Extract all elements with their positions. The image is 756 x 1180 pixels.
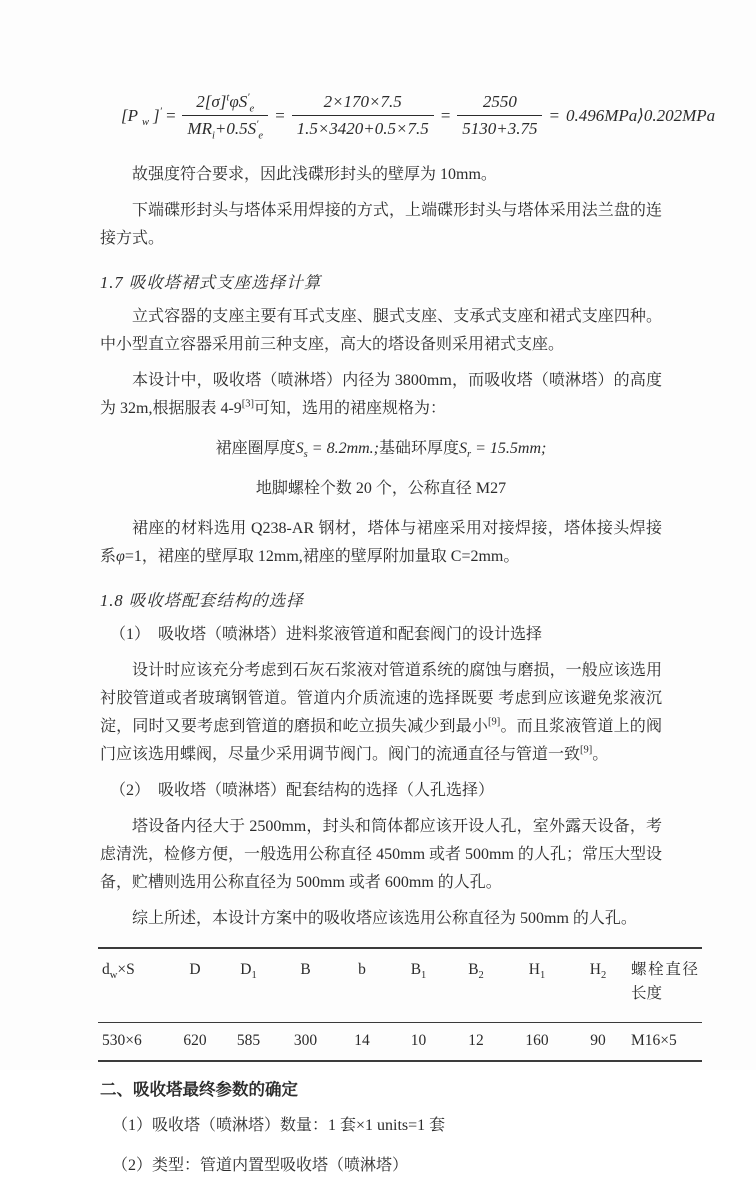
equals-sign: = (548, 105, 560, 125)
col-header-d1 (220, 948, 277, 1023)
fraction-denominator (182, 116, 268, 142)
formula-piece: φS (229, 92, 248, 111)
formula-variable: S (295, 440, 304, 457)
cell-bolt-size: M16×5 (631, 1032, 677, 1049)
para-skirt-material (100, 515, 662, 571)
para-manhole-sizing: 塔设备内径大于 2500mm，封头和筒体都应该开设人孔，室外露天设备，考虑清洗，检修方便，一般选用公称直径 450mm 或者 500mm 的人孔；常压大型设备，贮槽则选用公称直径为 500mm 或者 600mm 的人孔。 (100, 818, 662, 891)
phi-symbol: φ (116, 548, 125, 565)
formula-piece: [P (121, 105, 138, 125)
final-param-type: （2）类型：管道内置型吸收塔（喷淋塔） (112, 1157, 409, 1174)
cell-b-cap: 300 (293, 1032, 318, 1049)
citation-ref: [3] (241, 398, 255, 410)
col-header-b2 (447, 948, 505, 1023)
header-text: D (189, 961, 201, 978)
formula-subscript: r (467, 449, 472, 461)
formula-subscript: w (142, 116, 150, 128)
equals-sign: = (439, 105, 452, 125)
anchor-bolt-line: 地脚螺栓个数 20 个，公称直径 M27 (255, 480, 507, 497)
formula-subscript: s (303, 449, 308, 461)
formula-subscript: i (211, 130, 215, 142)
header-subscript: w (109, 970, 118, 982)
col-header-b (334, 948, 390, 1023)
para-text: 可知，选用的裙座规格为： (254, 400, 447, 417)
para-text: 。而且浆液管道上的阀门应该选用蝶阀，尽量少采用调节阀门。阀门的流通直径与管道一致 (100, 718, 662, 763)
citation-ref: [9] (488, 716, 501, 728)
formula-value: = 8.2mm.; (311, 440, 379, 457)
para-summary: 综上所述，本设计方案中的吸收塔应该选用公称直径为 500mm 的人孔。 (132, 910, 637, 927)
formula-lhs (121, 106, 162, 126)
col-header-bolt-size (627, 948, 702, 1023)
header-text: B (300, 961, 311, 978)
cell-h1: 160 (525, 1032, 549, 1049)
citation-ref: [9] (580, 744, 593, 756)
formula-prime: ′ (247, 92, 250, 104)
header-subscript: 1 (421, 970, 427, 982)
equals-sign: = (164, 105, 177, 125)
fraction-denominator: 1.5×3420+0.5×7.5 (296, 119, 429, 138)
header-text: B (410, 961, 422, 978)
header-text: 螺栓直径长度 (631, 961, 698, 1002)
header-subscript: 2 (478, 970, 484, 982)
heading-section-1-7: 1.7 吸收塔裙式支座选择计算 (100, 273, 322, 292)
list-item-pipe-selection: （1） 吸收塔（喷淋塔）进料浆液管道和配套阀门的设计选择 (110, 626, 543, 643)
formula-subscript: e (258, 130, 264, 142)
cell-b: 14 (354, 1032, 370, 1049)
para-text: 本设计中，吸收塔（喷淋塔）内径为 3800mm，而吸收塔（喷淋塔）的高度为 32m,根据服表 4-9 (100, 372, 662, 417)
cell-b1: 10 (410, 1032, 427, 1049)
para-support-types: 立式容器的支座主要有耳式支座、腿式支座、支承式支座和裙式支座四种。中小型直立容器采用前三种支座，高大的塔设备则采用裙式支座。 (100, 308, 662, 353)
skirt-thickness-formula (100, 435, 662, 463)
formula-label: 裙座圈厚度 (215, 440, 296, 457)
heading-section-2: 二、吸收塔最终参数的确定 (100, 1081, 298, 1099)
formula-result: 0.496MPa⟩0.202MPa (565, 105, 716, 125)
header-text: d (102, 961, 110, 978)
numeric-fraction-1 (292, 92, 434, 139)
symbolic-fraction (182, 92, 268, 142)
formula-variable: S (459, 440, 468, 457)
formula-piece: ] (153, 105, 160, 125)
para-strength-conclusion: 故强度符合要求，因此浅碟形封头的壁厚为 10mm。 (132, 166, 497, 183)
col-header-h2 (569, 948, 627, 1023)
header-text: H (528, 961, 540, 978)
header-text: D (240, 961, 252, 978)
final-param-quantity: （1）吸收塔（喷淋塔）数量：1 套×1 units=1 套 (112, 1117, 446, 1134)
para-skirt-selection (100, 367, 662, 423)
formula-subscript: e (249, 103, 255, 115)
list-item-manhole-selection: （2） 吸收塔（喷淋塔）配套结构的选择（人孔选择） (110, 782, 495, 799)
para-text: 设计时应该充分考虑到石灰石浆液对管道系统的腐蚀与磨损，一般应该选用衬胶管道或者玻璃钢管道。管道内介质流速的选择既要 考虑到应该避免浆液沉淀，同时又要考虑到管道的磨损和屹立损失减少到最小 (100, 662, 662, 735)
table-data-row (98, 1023, 702, 1062)
fraction-numerator (182, 92, 268, 116)
formula-superscript: t (226, 92, 230, 104)
header-text: H (589, 961, 601, 978)
para-text: =1，裙座的壁厚取 12mm,裙座的壁厚附加量取 C=2mm。 (124, 548, 520, 565)
allowable-pressure-formula (118, 92, 716, 142)
formula-value: = 15.5mm; (475, 440, 547, 457)
para-text: 裙座的材料选用 Q238-AR 钢材，塔体与裙座采用对接焊接，塔体接头焊接系 (100, 520, 662, 565)
cell-h2: 90 (590, 1032, 606, 1049)
formula-prime: ′ (159, 105, 162, 117)
cell-d1: 585 (236, 1032, 261, 1049)
manhole-spec-table (98, 947, 702, 1062)
header-subscript: 1 (539, 970, 546, 982)
header-text: B (468, 961, 479, 978)
equals-sign: = (274, 105, 286, 125)
formula-label: 基础环厚度 (379, 440, 460, 457)
formula-piece: 2[σ] (196, 92, 227, 111)
formula-prime: ′ (256, 119, 259, 131)
fraction-numerator: 2550 (457, 92, 542, 116)
header-text: ×S (117, 961, 135, 978)
col-header-h1 (505, 948, 569, 1023)
cell-d: 620 (183, 1032, 207, 1049)
para-pipe-design (100, 657, 662, 769)
formula-piece: MR (187, 119, 212, 138)
fraction-denominator: 5130+3.75 (462, 119, 538, 138)
col-header-dw-s (98, 948, 170, 1023)
cell-dw-s: 530×6 (102, 1032, 142, 1049)
header-subscript: 1 (251, 970, 257, 982)
cell-b2: 12 (468, 1032, 484, 1049)
header-subscript: 2 (600, 970, 607, 982)
header-text: b (358, 961, 366, 978)
heading-section-1-8: 1.8 吸收塔配套结构的选择 (100, 591, 304, 610)
table-header-row (98, 948, 702, 1023)
col-header-b1 (390, 948, 447, 1023)
para-head-welding: 下端碟形封头与塔体采用焊接的方式，上端碟形封头与塔体采用法兰盘的连接方式。 (100, 202, 662, 247)
fraction-numerator: 2×170×7.5 (292, 92, 434, 116)
col-header-b-cap (277, 948, 334, 1023)
col-header-d (170, 948, 220, 1023)
formula-piece: +0.5S (214, 119, 257, 138)
para-text: 。 (592, 746, 609, 763)
numeric-fraction-2 (457, 92, 542, 139)
